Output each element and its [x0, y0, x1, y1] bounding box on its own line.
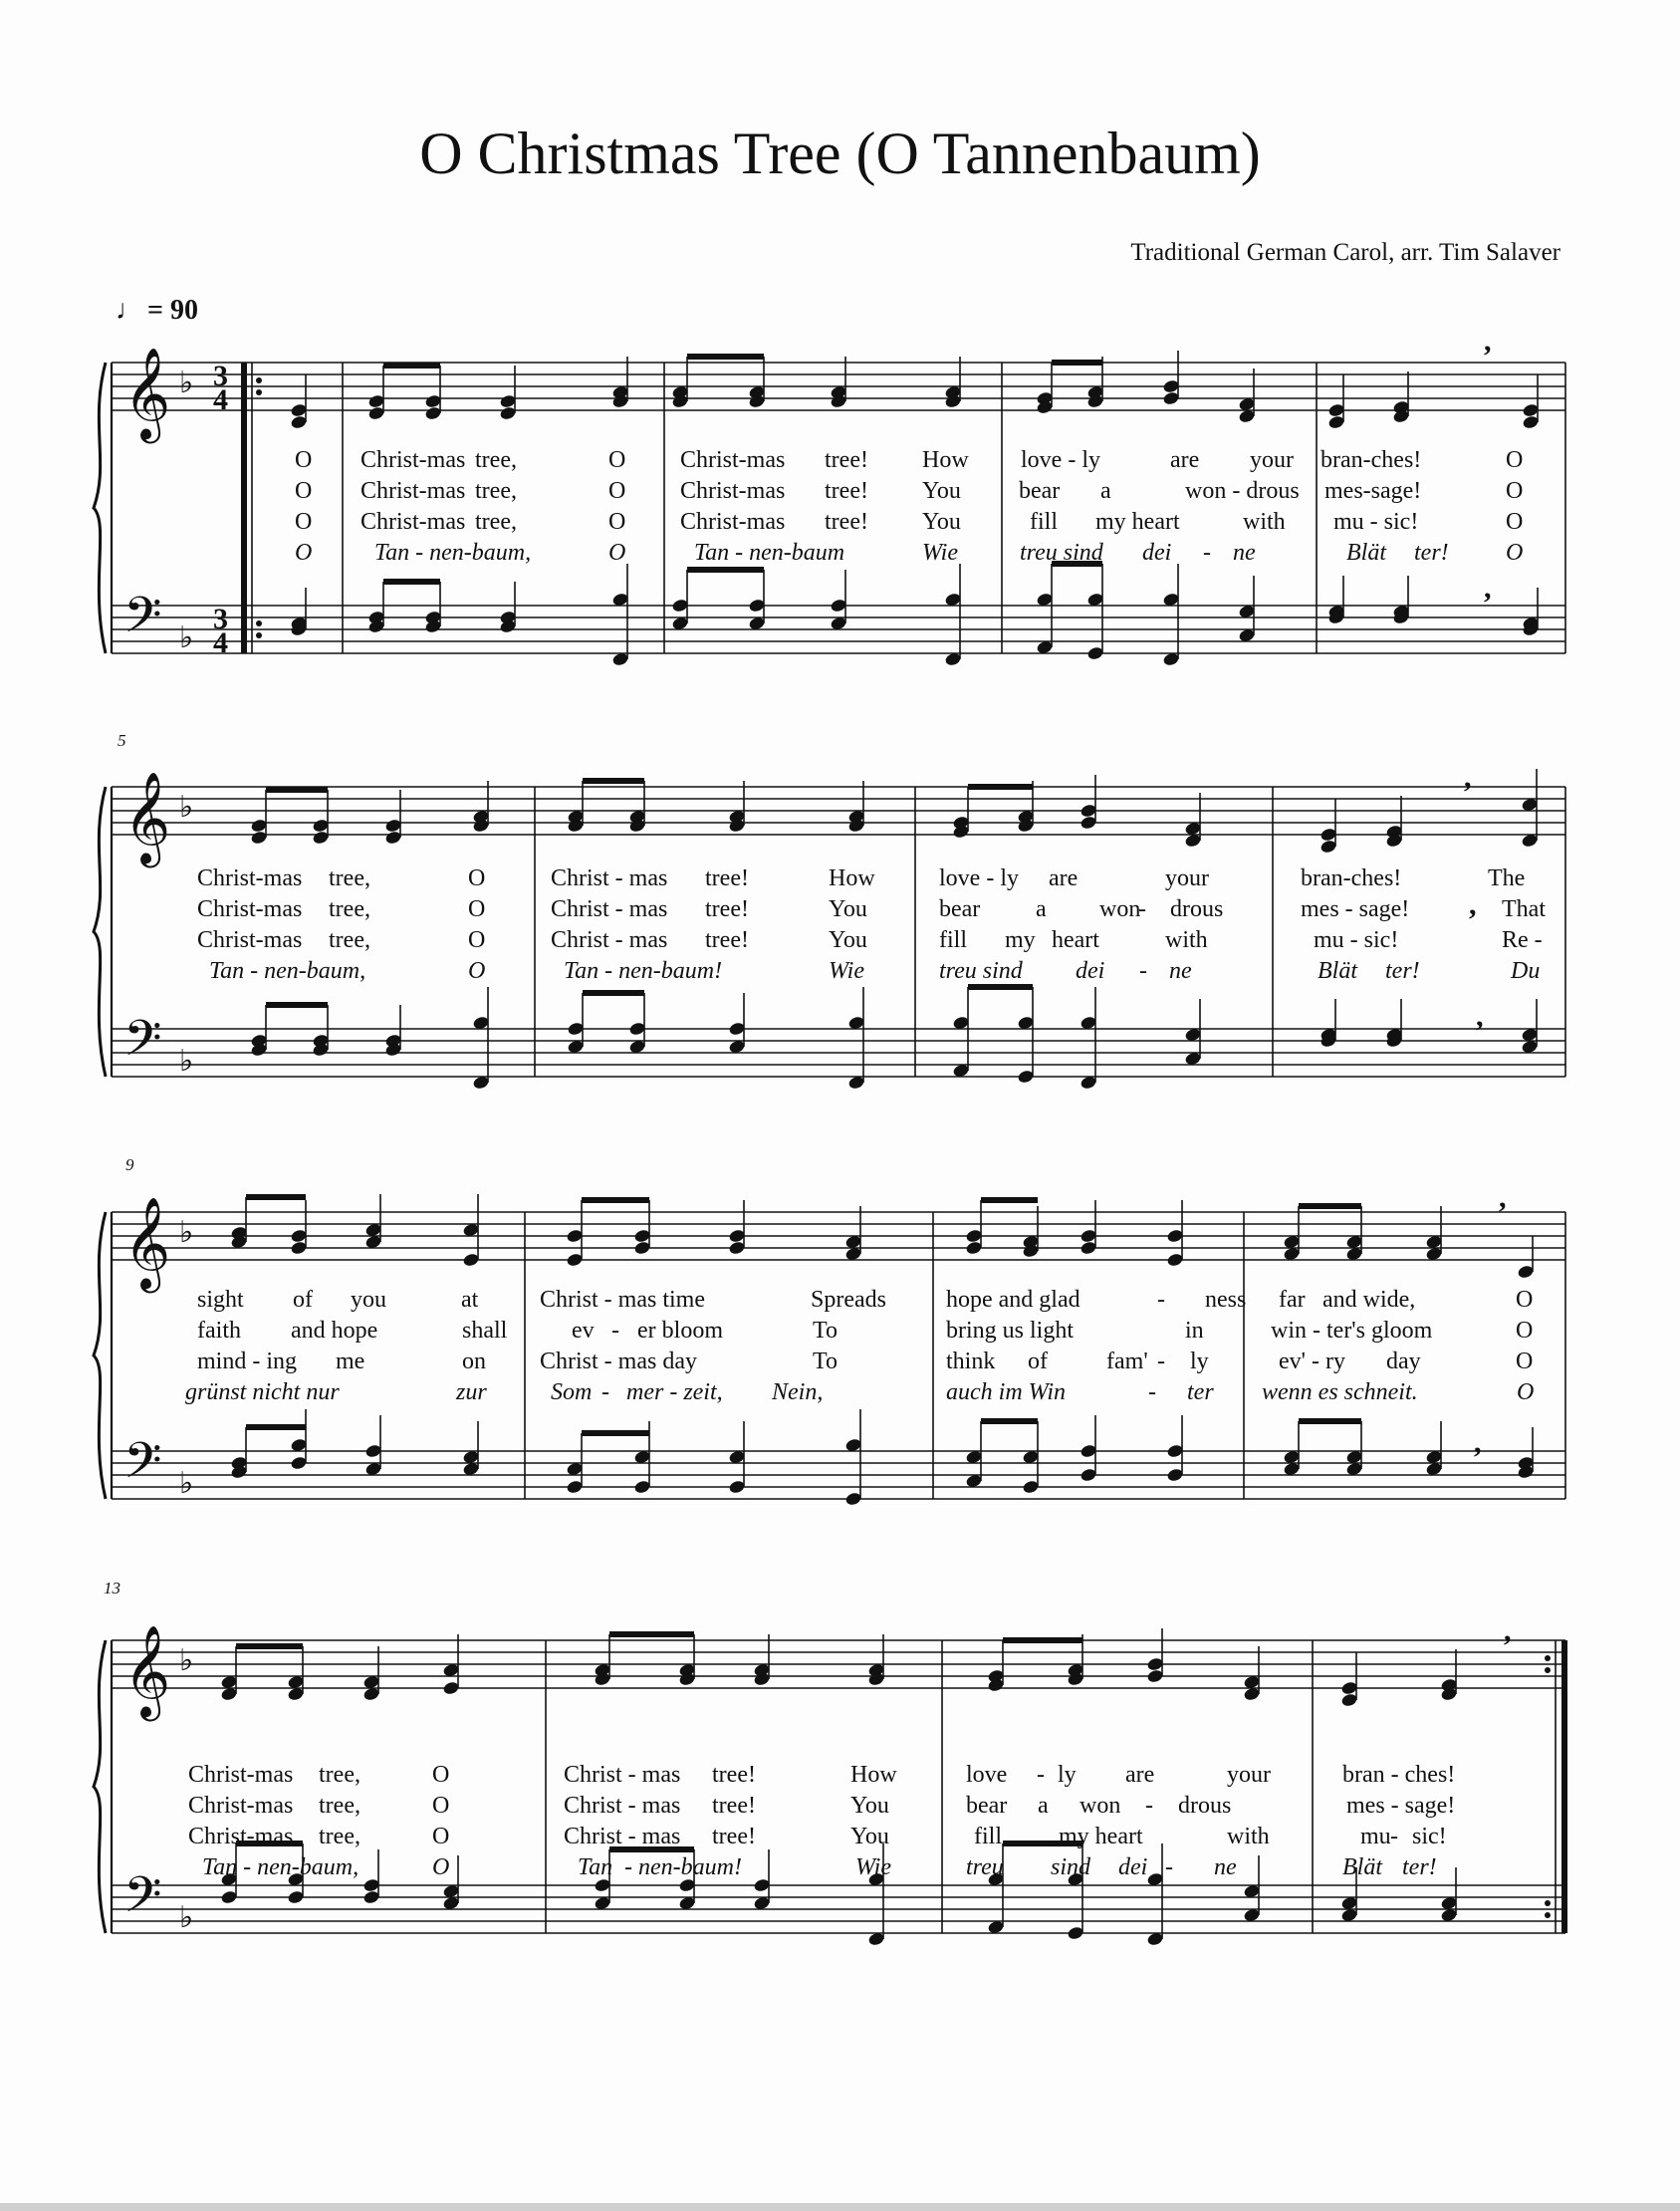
- lyric-syllable: at: [461, 1287, 479, 1313]
- lyric-syllable: my heart: [1059, 1824, 1143, 1849]
- lyric-syllable: -: [611, 1318, 619, 1344]
- beam: [687, 354, 764, 360]
- treble-clef-icon: 𝄞: [123, 771, 171, 863]
- lyric-syllable: sic!: [1412, 1824, 1447, 1849]
- brace-icon: [94, 787, 106, 1077]
- lyric-syllable: -: [1037, 1762, 1045, 1788]
- breath-mark-icon: ,: [1474, 1426, 1482, 1459]
- lyric-syllable: tree!: [825, 447, 868, 473]
- lyric-syllable: wenn es schneit.: [1262, 1379, 1418, 1405]
- lyric-syllable: ly: [1058, 1762, 1077, 1788]
- lyric-syllable: faith: [197, 1318, 241, 1344]
- lyric-syllable: tree!: [712, 1824, 756, 1849]
- beam: [968, 784, 1033, 790]
- lyric-syllable: O: [432, 1854, 450, 1880]
- flat-key-signature-icon: ♭: [179, 1900, 194, 1935]
- lyric-syllable: tree!: [825, 478, 868, 504]
- time-signature-bottom: 4: [213, 383, 228, 416]
- lyric-syllable: O: [295, 540, 313, 566]
- brace-icon: [94, 363, 106, 653]
- repeat-dot: [1545, 1912, 1551, 1918]
- lyric-syllable: are: [1125, 1762, 1155, 1788]
- lyric-syllable: a: [1038, 1793, 1049, 1819]
- lyric-syllable: O: [295, 478, 313, 504]
- repeat-dot: [1545, 1667, 1551, 1673]
- lyric-syllable: ter!: [1402, 1854, 1437, 1880]
- lyric-syllable: O: [608, 540, 626, 566]
- lyric-syllable: tree,: [319, 1793, 360, 1819]
- repeat-dot: [256, 620, 262, 626]
- lyric-syllable: -: [1139, 958, 1147, 984]
- lyric-syllable: on: [462, 1349, 486, 1374]
- lyric-syllable: O: [468, 927, 486, 953]
- lyric-syllable: Christ-mas: [360, 509, 466, 535]
- lyric-syllable: You: [829, 927, 867, 953]
- lyric-syllable: Nein,: [772, 1379, 824, 1405]
- lyric-syllable: heart: [1052, 927, 1099, 953]
- lyric-syllable: Christ-mas: [360, 478, 466, 504]
- lyric-syllable: Wie: [855, 1854, 891, 1880]
- lyric-syllable: er bloom: [637, 1318, 723, 1344]
- lyric-syllable: mu - sic!: [1333, 509, 1419, 535]
- lyric-syllable: Christ - mas: [564, 1793, 681, 1819]
- lyric-syllable: mu - sic!: [1314, 927, 1399, 953]
- lyric-syllable: with: [1227, 1824, 1270, 1849]
- lyric-syllable: shall: [462, 1318, 508, 1344]
- lyric-syllable: tree,: [475, 447, 517, 473]
- lyric-syllable: mind - ing: [197, 1349, 297, 1374]
- breath-mark-icon: ,: [1499, 1181, 1507, 1214]
- lyric-syllable: tree,: [319, 1824, 360, 1849]
- lyric-syllable: tree,: [475, 509, 517, 535]
- lyric-syllable: O: [295, 509, 313, 535]
- flat-key-signature-icon: ♭: [179, 1215, 194, 1250]
- lyric-syllable: -: [1138, 896, 1146, 922]
- lyric-syllable: think: [946, 1349, 996, 1374]
- lyric-syllable: O: [1516, 1318, 1534, 1344]
- lyric-syllable: O: [432, 1824, 450, 1849]
- lyric-syllable: Christ-mas: [680, 478, 786, 504]
- lyric-syllable: Christ - mas: [551, 896, 668, 922]
- brace-icon: [94, 1212, 106, 1499]
- repeat-dot: [256, 377, 262, 383]
- measure-number: 5: [118, 731, 126, 750]
- lyric-syllable: You: [850, 1793, 889, 1819]
- lyric-syllable: Christ - mas: [551, 865, 668, 891]
- lyric-syllable: Christ-mas: [680, 509, 786, 535]
- repeat-dot: [256, 389, 262, 395]
- lyric-syllable: Blät: [1342, 1854, 1382, 1880]
- lyric-syllable: are: [1049, 865, 1079, 891]
- bass-clef-icon: 𝄢: [123, 1866, 162, 1936]
- lyric-syllable: dei: [1142, 540, 1172, 566]
- beam: [582, 1197, 649, 1203]
- lyric-syllable: drous: [1178, 1793, 1232, 1819]
- lyric-syllable: hope and glad: [946, 1287, 1080, 1313]
- lyric-syllable: sight: [197, 1287, 244, 1313]
- lyric-syllable: with: [1243, 509, 1286, 535]
- lyric-syllable: tree,: [329, 865, 370, 891]
- lyric-syllable: Christ-mas: [188, 1824, 294, 1849]
- lyric-syllable: bring us light: [946, 1318, 1075, 1344]
- lyric-syllable: Christ - mas day: [540, 1349, 697, 1374]
- beam: [981, 1197, 1038, 1203]
- lyric-syllable: grünst nicht nur: [185, 1379, 340, 1405]
- lyric-syllable: Tan: [578, 1854, 613, 1880]
- lyric-syllable: Tan - nen-baum,: [209, 958, 366, 984]
- lyric-syllable: Du: [1511, 958, 1541, 984]
- flat-key-signature-icon: ♭: [179, 366, 194, 400]
- flat-key-signature-icon: ♭: [179, 1044, 194, 1079]
- flat-key-signature-icon: ♭: [179, 1466, 194, 1501]
- lyric-syllable: bran - ches!: [1342, 1762, 1456, 1788]
- lyric-syllable: ness: [1205, 1287, 1247, 1313]
- flat-key-signature-icon: ♭: [179, 1643, 194, 1678]
- time-signature-top: 3: [213, 603, 228, 635]
- repeat-dot: [1545, 1900, 1551, 1906]
- lyric-syllable: won: [1080, 1793, 1121, 1819]
- treble-clef-icon: 𝄞: [123, 1196, 171, 1289]
- lyric-syllable: Wie: [922, 540, 958, 566]
- lyric-syllable: Christ - mas: [564, 1824, 681, 1849]
- lyric-syllable: Christ-mas: [680, 447, 786, 473]
- breath-mark-icon: ,: [1464, 761, 1472, 794]
- beam: [1052, 360, 1102, 366]
- lyric-syllable: Christ-mas: [188, 1793, 294, 1819]
- lyric-syllable: Christ - mas: [551, 927, 668, 953]
- lyric-syllable: tree!: [712, 1793, 756, 1819]
- beam: [246, 1424, 306, 1430]
- lyric-syllable: won - drous: [1185, 478, 1300, 504]
- lyric-syllable: your: [1227, 1762, 1271, 1788]
- lyric-syllable: Som: [551, 1379, 593, 1405]
- lyric-syllable: ne: [1214, 1854, 1237, 1880]
- lyric-syllable: mes-sage!: [1324, 478, 1422, 504]
- lyric-syllable: bear: [966, 1793, 1008, 1819]
- lyric-syllable: -: [1157, 1287, 1165, 1313]
- lyric-syllable: love: [966, 1762, 1008, 1788]
- lyric-syllable: are: [1170, 447, 1200, 473]
- lyric-syllable: To: [813, 1318, 838, 1344]
- lyric-syllable: -: [601, 1379, 609, 1405]
- lyric-syllable: a: [1100, 478, 1111, 504]
- lyric-syllable: fill: [939, 927, 967, 953]
- lyric-syllable: me: [336, 1349, 365, 1374]
- lyric-syllable: Christ-mas: [188, 1762, 294, 1788]
- lyric-syllable: fill: [1030, 509, 1058, 535]
- page-title: O Christmas Tree (O Tannenbaum): [419, 121, 1261, 186]
- lyric-syllable: tree,: [329, 927, 370, 953]
- lyric-syllable: -: [1157, 1349, 1165, 1374]
- lyric-syllable: and hope: [291, 1318, 378, 1344]
- brace-icon: [94, 1640, 106, 1933]
- lyric-syllable: tree,: [329, 896, 370, 922]
- breath-mark-icon: ,: [1476, 1000, 1484, 1033]
- lyric-syllable: far: [1279, 1287, 1306, 1313]
- lyric-syllable: O: [295, 447, 313, 473]
- beam: [266, 787, 328, 793]
- repeat-thick-barline: [241, 363, 247, 653]
- lyric-syllable: mer - zeit,: [626, 1379, 723, 1405]
- lyric-syllable: Christ-mas: [197, 865, 303, 891]
- lyric-syllable: a: [1036, 896, 1047, 922]
- lyric-syllable: love - ly: [1021, 447, 1100, 473]
- lyric-syllable: treu: [966, 1854, 1004, 1880]
- beam: [236, 1643, 303, 1649]
- lyric-syllable: O: [608, 447, 626, 473]
- scan-edge: [0, 2203, 1680, 2211]
- beam: [1299, 1203, 1361, 1209]
- lyric-syllable: -: [1145, 1793, 1153, 1819]
- time-signature-bottom: 4: [213, 626, 228, 659]
- beam: [687, 567, 764, 573]
- lyric-syllable: O: [432, 1793, 450, 1819]
- lyric-syllable: O: [1506, 478, 1524, 504]
- lyric-syllable: bran-ches!: [1320, 447, 1422, 473]
- lyric-syllable: fam': [1106, 1349, 1148, 1374]
- lyric-syllable: You: [922, 478, 961, 504]
- lyric-syllable: your: [1165, 865, 1209, 891]
- measure-number: 9: [125, 1155, 134, 1174]
- lyric-syllable: Blät: [1346, 540, 1386, 566]
- beam: [582, 1430, 649, 1436]
- lyric-syllable: of: [1028, 1349, 1048, 1374]
- lyric-syllable: ne: [1169, 958, 1192, 984]
- beam: [1299, 1418, 1361, 1424]
- lyric-syllable: Re -: [1502, 927, 1543, 953]
- lyric-syllable: drous: [1170, 896, 1224, 922]
- lyric-syllable: tree,: [319, 1762, 360, 1788]
- lyric-syllable: and wide,: [1322, 1287, 1416, 1313]
- lyric-syllable: ter: [1187, 1379, 1214, 1405]
- beam: [981, 1418, 1038, 1424]
- lyric-syllable: my: [1005, 927, 1036, 953]
- lyric-syllable: O: [468, 896, 486, 922]
- lyric-syllable: O: [432, 1762, 450, 1788]
- lyric-syllable: dei: [1076, 958, 1105, 984]
- lyric-syllable: Christ - mas: [564, 1762, 681, 1788]
- lyric-syllable: O: [608, 509, 626, 535]
- lyric-syllable: O: [608, 478, 626, 504]
- lyric-syllable: -: [1165, 1854, 1173, 1880]
- lyric-syllable: Tan - nen-baum!: [564, 958, 723, 984]
- lyric-syllable: you: [351, 1287, 386, 1313]
- breath-mark-icon: ,: [1484, 325, 1492, 358]
- lyric-syllable: Tan - nen-baum,: [374, 540, 532, 566]
- lyric-syllable: Tan - nen-baum: [694, 540, 845, 566]
- flat-key-signature-icon: ♭: [179, 790, 194, 825]
- lyric-syllable: bran-ches!: [1301, 865, 1402, 891]
- lyric-syllable: Blät: [1318, 958, 1357, 984]
- lyric-syllable: ly: [1190, 1349, 1209, 1374]
- breath-mark-icon: ,: [1504, 1614, 1512, 1647]
- lyric-syllable: - nen-baum!: [624, 1854, 742, 1880]
- lyric-syllable: in: [1185, 1318, 1204, 1344]
- lyric-syllable: ne: [1233, 540, 1256, 566]
- lyric-syllable: day: [1386, 1349, 1421, 1374]
- lyric-syllable: The: [1488, 865, 1526, 891]
- lyric-syllable: tree,: [475, 478, 517, 504]
- lyric-syllable: Christ-mas: [197, 927, 303, 953]
- lyric-syllable: bear: [939, 896, 981, 922]
- lyric-syllable: won: [1099, 896, 1141, 922]
- lyric-syllable: tree!: [825, 509, 868, 535]
- lyric-syllable: bear: [1019, 478, 1061, 504]
- bass-clef-icon: 𝄢: [123, 587, 162, 656]
- lyric-syllable: That: [1502, 896, 1546, 922]
- lyric-syllable: your: [1250, 447, 1294, 473]
- beam: [609, 1631, 694, 1637]
- lyric-syllable: -: [1148, 1379, 1156, 1405]
- lyric-syllable: mes - sage!: [1346, 1793, 1456, 1819]
- lyric-syllable: How: [850, 1762, 897, 1788]
- lyric-syllable: ev: [572, 1318, 595, 1344]
- repeat-dot: [1545, 1655, 1551, 1661]
- lyric-syllable: of: [293, 1287, 313, 1313]
- lyric-syllable: ter!: [1414, 540, 1449, 566]
- lyric-syllable: O: [1516, 1287, 1534, 1313]
- lyric-syllable: Spreads: [811, 1287, 886, 1313]
- lyric-syllable: -: [1203, 540, 1211, 566]
- treble-clef-icon: 𝄞: [123, 347, 171, 439]
- final-thick-barline: [1561, 1640, 1567, 1933]
- repeat-dot: [256, 632, 262, 638]
- lyric-syllable: sind: [1051, 1854, 1091, 1880]
- lyric-syllable: win - ter's gloom: [1271, 1318, 1433, 1344]
- lyric-syllable: You: [850, 1824, 889, 1849]
- lyric-syllable: with: [1165, 927, 1208, 953]
- lyric-syllable: tree!: [705, 927, 749, 953]
- lyric-syllable: my heart: [1095, 509, 1180, 535]
- lyric-syllable: ter!: [1385, 958, 1420, 984]
- lyric-syllable: Wie: [829, 958, 864, 984]
- lyric-syllable: zur: [456, 1379, 487, 1405]
- lyric-syllable: tree!: [705, 896, 749, 922]
- lyric-syllable: tree!: [705, 865, 749, 891]
- lyric-syllable: tree!: [712, 1762, 756, 1788]
- lyric-syllable: To: [813, 1349, 838, 1374]
- time-signature-top: 3: [213, 360, 228, 392]
- beam: [383, 363, 440, 368]
- lyric-syllable: -: [1390, 1824, 1398, 1849]
- measure-number: 13: [104, 1579, 120, 1597]
- lyric-syllable: How: [922, 447, 969, 473]
- lyric-syllable: treu sind: [1020, 540, 1103, 566]
- lyric-syllable: How: [829, 865, 875, 891]
- lyric-syllable: O: [1506, 540, 1524, 566]
- lyric-syllable: ev' - ry: [1279, 1349, 1345, 1374]
- lyric-syllable: O: [468, 958, 486, 984]
- beam: [266, 1002, 328, 1008]
- treble-clef-icon: 𝄞: [123, 1624, 171, 1717]
- lyric-syllable: auch im Win: [946, 1379, 1066, 1405]
- beam: [246, 1194, 306, 1200]
- lyric-syllable: You: [922, 509, 961, 535]
- flat-key-signature-icon: ♭: [179, 620, 194, 655]
- lyric-syllable: O: [1506, 447, 1524, 473]
- breath-mark-icon: ,: [1484, 572, 1492, 605]
- lyric-syllable: Tan - nen-baum,: [202, 1854, 360, 1880]
- lyric-syllable: dei: [1118, 1854, 1148, 1880]
- beam: [1003, 1637, 1082, 1643]
- lyric-syllable: O: [1517, 1379, 1535, 1405]
- lyric-syllable: mu: [1360, 1824, 1391, 1849]
- lyric-syllable: mes - sage!: [1301, 896, 1410, 922]
- lyric-syllable: You: [829, 896, 867, 922]
- composer-credit: Traditional German Carol, arr. Tim Salaver: [1130, 239, 1560, 266]
- lyric-syllable: O: [1516, 1349, 1534, 1374]
- beam: [968, 984, 1033, 990]
- lyric-syllable: love - ly: [939, 865, 1019, 891]
- lyric-syllable: fill: [974, 1824, 1002, 1849]
- breath-mark-icon: ,: [1469, 888, 1477, 921]
- lyric-syllable: O: [1506, 509, 1524, 535]
- bass-clef-icon: 𝄢: [123, 1432, 162, 1502]
- tempo-value: = 90: [147, 295, 198, 326]
- bass-clef-icon: 𝄢: [123, 1010, 162, 1080]
- beam: [383, 579, 440, 585]
- lyric-syllable: Christ - mas time: [540, 1287, 705, 1313]
- quarter-note-icon: ♩: [116, 295, 143, 326]
- lyric-syllable: O: [468, 865, 486, 891]
- beam: [583, 990, 644, 996]
- lyric-syllable: Christ-mas: [360, 447, 466, 473]
- beam: [583, 778, 644, 784]
- lyric-syllable: treu sind: [939, 958, 1023, 984]
- lyric-syllable: Christ-mas: [197, 896, 303, 922]
